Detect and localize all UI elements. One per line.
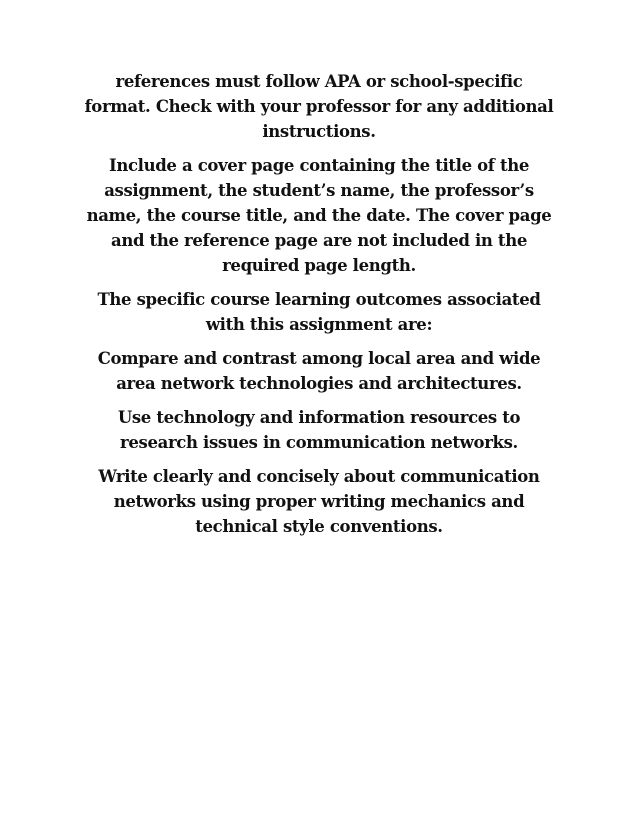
paragraph-learning-outcomes-intro: The specific course learning outcomes associated with this assignment are: <box>97 290 541 334</box>
paragraph-cover-page: Include a cover page containing the title of the assignment, the student’s name, the professor’s name, the course title, and the date. The cover page and the reference page are not included in the required page length. <box>86 156 552 275</box>
paragraph-references-format: references must follow APA or school-specific format. Check with your professor for any additional instructions. <box>84 72 554 141</box>
paragraph-outcome-compare-networks: Compare and contrast among local area and wide area network technologies and architectures. <box>97 349 541 393</box>
document-body <box>80 69 558 548</box>
paragraph-outcome-writing: Write clearly and concisely about communication networks using proper writing mechanics and technical style conventions. <box>98 467 540 536</box>
paragraph-outcome-research: Use technology and information resources to research issues in communication networks. <box>117 408 521 452</box>
